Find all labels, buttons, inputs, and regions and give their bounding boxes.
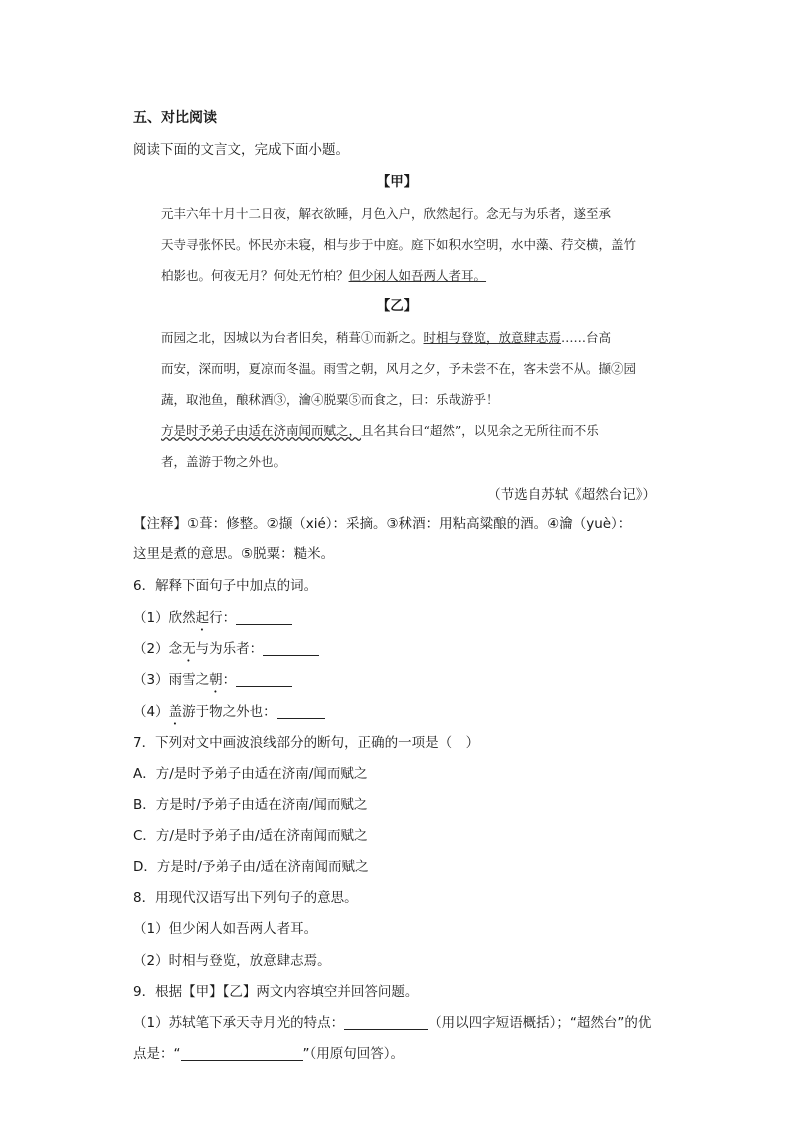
answer-blank[interactable] (181, 1046, 303, 1061)
option-a[interactable]: A．方/是时予弟子由适在济南/闻而赋之 (133, 766, 368, 782)
question-8-stem: 8．用现代汉语写出下列句子的意思。 (133, 890, 358, 906)
passage-b-text: 而园之北，因城以为台者旧矣，稍葺①而新之。 (161, 330, 424, 345)
question-9-item-1 (133, 1014, 651, 1032)
passage-b-line (161, 415, 656, 446)
passage-b-line (161, 322, 656, 353)
dotted-word: 无 (182, 641, 196, 657)
item-number: （2） (133, 641, 169, 657)
question-9-item-1-cont (133, 1045, 404, 1063)
passage-b-label: 【乙】 (376, 298, 418, 314)
item-number: （4） (133, 704, 169, 720)
dotted-word: 盖 (168, 704, 183, 720)
item-number: （1） (133, 610, 169, 626)
question-7-stem: 7．下列对文中画波浪线部分的断句，正确的一项是（ ） (133, 735, 480, 751)
question-6-item-3 (133, 671, 292, 696)
question-8-item-2: （2）时相与登览，放意肆志焉。 (133, 953, 331, 969)
answer-blank[interactable] (236, 672, 292, 687)
passage-a-label: 【甲】 (376, 174, 418, 190)
underlined-sentence: 但少闲人如吾两人者耳。 (348, 268, 487, 283)
source-citation: （节选自苏轼《超然台记》） (487, 487, 656, 503)
item-text: 念 (168, 641, 183, 657)
question-6-stem: 6．解释下面句子中加点的词。 (133, 578, 318, 594)
answer-blank[interactable] (277, 704, 325, 719)
passage-b-line: 者，盖游于物之外也。 (161, 454, 287, 469)
option-c[interactable]: C．方/是时予弟子由/适在济南闻而赋之 (133, 828, 368, 844)
question-6-item-4 (133, 703, 325, 728)
passage-b-line: 蔬，取池鱼，酿秫酒③，瀹④脱粟⑤而食之，曰：乐哉游乎！ (161, 392, 499, 407)
passage-b-line: 而安，深而明，夏凉而冬温。雨雪之朝，风月之夕，予未尝不在，客未尝不从。撷②园 (161, 361, 637, 376)
passage-a-line: 元丰六年十月十二日夜，解衣欲睡，月色入户，欣然起行。念无与为乐者，遂至承 (161, 206, 612, 221)
question-6-item-1 (133, 609, 292, 634)
item-text: 行： (209, 610, 237, 626)
item-text: ”（用原句回答）。 (302, 1046, 404, 1062)
question-8-item-1: （1）但少闲人如吾两人者耳。 (133, 921, 318, 937)
dotted-word: 起 (195, 610, 210, 626)
item-text: 欣然 (168, 610, 196, 626)
item-text: （用以四字短语概括）；“超然台”的优 (428, 1015, 652, 1031)
passage-b-text: ……台高 (561, 330, 612, 345)
option-b[interactable]: B．方是时/予弟子由适在济南/闻而赋之 (133, 797, 368, 813)
instruction: 阅读下面的文言文，完成下面小题。 (133, 142, 349, 158)
passage-a-line (161, 260, 656, 291)
item-text: ： (222, 672, 237, 688)
question-9-stem: 9．根据【甲】【乙】两文内容填空并回答问题。 (133, 984, 419, 1000)
wavy-underlined-sentence: 方是时予弟子由适在济南闻而赋之， (161, 423, 362, 438)
answer-blank[interactable] (236, 610, 292, 625)
notes-line: 【注释】①葺：修整。②撷（xié）：采摘。③秫酒：用粘高粱酿的酒。④瀹（yuè）： (133, 516, 632, 532)
passage-a-line: 天寺寻张怀民。怀民亦未寝，相与步于中庭。庭下如积水空明，水中藻、荇交横，盖竹 (161, 237, 637, 252)
passage-a (161, 198, 656, 291)
question-6-item-2 (133, 640, 319, 665)
item-number: （3） (133, 672, 169, 688)
option-d[interactable]: D．方是时/予弟子由/适在济南闻而赋之 (133, 859, 369, 875)
passage-a-text: 柏影也。何夜无月？何处无竹柏？ (161, 268, 349, 283)
passage-b (161, 322, 656, 477)
item-text: 点是：“ (133, 1046, 181, 1062)
section-title: 五、对比阅读 (133, 110, 217, 126)
answer-blank[interactable] (344, 1015, 428, 1030)
item-text: 与为乐者： (195, 641, 264, 657)
underlined-sentence: 时相与登览，放意肆志焉 (423, 330, 562, 345)
item-text: 雨雪之 (168, 672, 210, 688)
answer-blank[interactable] (263, 641, 319, 656)
notes-line: 这里是煮的意思。⑤脱粟：糙米。 (133, 546, 335, 562)
item-text: （1）苏轼笔下承天寺月光的特点： (133, 1015, 345, 1031)
passage-b-text: 且名其台曰“超然”，以见余之无所往而不乐 (361, 423, 599, 438)
item-text: 游于物之外也： (182, 704, 277, 720)
dotted-word: 朝 (209, 672, 223, 688)
